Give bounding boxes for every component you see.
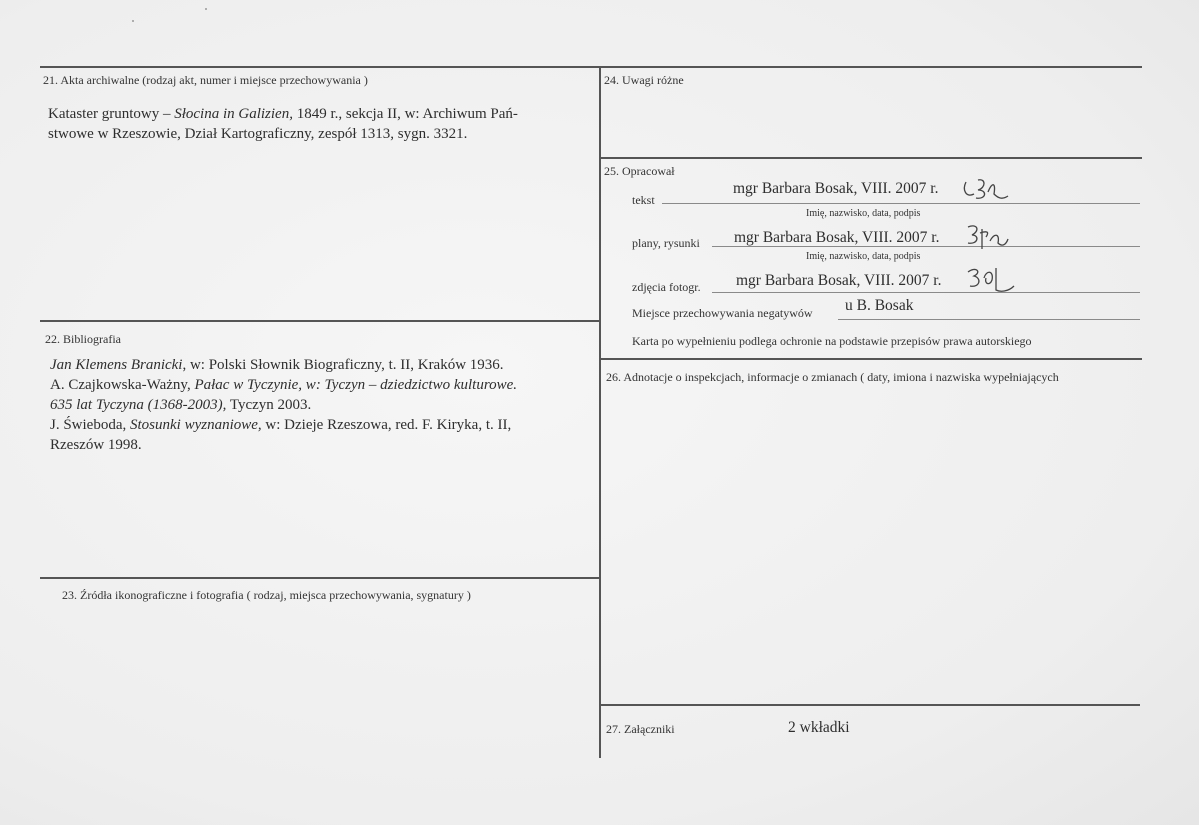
rule-21-22 (40, 320, 600, 322)
plany-label: plany, rysunki (632, 236, 700, 250)
negatywy-underline (838, 319, 1140, 320)
signature-icon (960, 172, 1010, 204)
tekst-value: mgr Barbara Bosak, VIII. 2007 r. (733, 180, 939, 197)
zdjecia-label: zdjęcia fotogr. (632, 280, 701, 294)
negatywy-value: u B. Bosak (845, 297, 914, 314)
bibliography-entry: Jan Klemens Branicki, w: Polski Słownik Biograficzny, t. II, Kraków 1936. (50, 357, 504, 373)
copyright-note: Karta po wypełnieniu podlega ochronie na podstawie przepisów prawa autorskiego (632, 334, 1032, 348)
section-21-label: 21. Akta archiwalne (rodzaj akt, numer i miejsce przechowywania ) (43, 73, 368, 87)
section-25-label: 25. Opracował (604, 164, 675, 178)
tekst-label: tekst (632, 193, 655, 207)
tekst-underline (662, 203, 1140, 204)
zdjecia-underline (712, 292, 1140, 293)
section-27-label: 27. Załączniki (606, 722, 675, 736)
top-rule-left (40, 66, 600, 68)
scan-speck (132, 20, 134, 22)
bibliography-entry: J. Świeboda, Stosunki wyznaniowe, w: Dzieje Rzeszowa, red. F. Kiryka, t. II, (50, 417, 512, 433)
bibliography-list (50, 356, 595, 456)
bibliography-entry: Rzeszów 1998. (50, 437, 142, 453)
section-21-line-2: stwowe w Rzeszowie, Dział Kartograficzny, zespół 1313, sygn. 3321. (48, 126, 468, 142)
section-21-content (48, 105, 593, 145)
section-26-label: 26. Adnotacje o inspekcjach, informacje o zmianach ( daty, imiona i nazwiska wypełniających (606, 370, 1059, 384)
signature-icon (960, 219, 1010, 253)
top-rule-right (600, 66, 1142, 68)
signature-icon (964, 262, 1016, 296)
center-divider (599, 66, 601, 758)
plany-caption: Imię, nazwisko, data, podpis (806, 251, 921, 262)
rule-24-25 (600, 157, 1142, 159)
plany-value: mgr Barbara Bosak, VIII. 2007 r. (734, 229, 940, 246)
bibliography-entry: 635 lat Tyczyna (1368-2003), Tyczyn 2003. (50, 397, 312, 413)
bibliography-entry: A. Czajkowska-Ważny, Pałac w Tyczynie, w: Tyczyn – dziedzictwo kulturowe. (50, 377, 518, 393)
rule-25-26 (600, 358, 1142, 360)
scan-speck (205, 8, 207, 10)
rule-22-23 (40, 577, 600, 579)
section-23-label: 23. Źródła ikonograficzne i fotografia ( rodzaj, miejsca przechowywania, sygnatury ) (62, 588, 471, 602)
section-24-label: 24. Uwagi różne (604, 73, 684, 87)
section-21-line-1: Kataster gruntowy – Słocina in Galizien, 1849 r., sekcja II, w: Archiwum Pań- (48, 106, 518, 122)
section-27-value: 2 wkładki (788, 719, 850, 736)
rule-26-27 (600, 704, 1140, 706)
negatywy-label: Miejsce przechowywania negatywów (632, 306, 813, 320)
tekst-caption: Imię, nazwisko, data, podpis (806, 208, 921, 219)
zdjecia-value: mgr Barbara Bosak, VIII. 2007 r. (736, 272, 942, 289)
section-22-label: 22. Bibliografia (45, 332, 121, 346)
